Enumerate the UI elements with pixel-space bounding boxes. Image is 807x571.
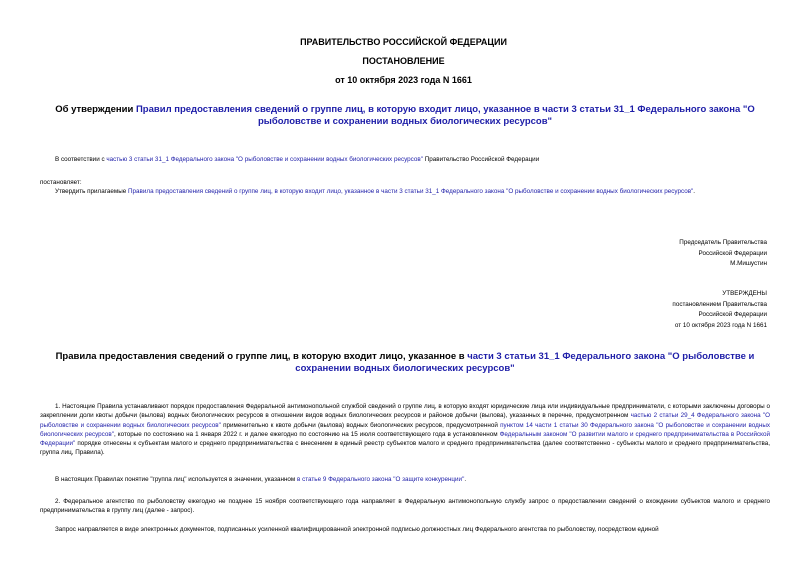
definition-text-end: . [464,476,467,483]
p1-text: применительно к квоте добычи (вылова) водных биологических ресурсов, предусмотренной [220,421,501,429]
rules-paragraph-3: Запрос направляется в виде электронных документов, подписанных усиленной квалифицированной электронной подписью должностных лиц Федерального агентства по рыболовству, посредством единой [55,526,659,533]
postanovlyaet-label: постановляет: [40,179,82,186]
date-number-heading: от 10 октября 2023 года N 1661 [335,75,472,85]
rules-title-prefix: Правила предоставления сведений о группе лиц, в которую входит лицо, указанное в [55,351,468,362]
definition-paragraph [40,475,770,484]
approval-line: от 10 октября 2023 года N 1661 [674,321,767,329]
p1-text: 1. Настоящие Правила устанавливают порядок предоставления Федеральной антимонопольной службой сведений о группе лиц, в которую входят юридические лица или индивидуальные предприниматели, с которыми заключены договоры о закреплении доли квоты добычи (вылова) водных биологических ресурсов в отношении видов водных биологических ресурсов и районов добычи (вылова), указанных в перечне, предусмотренном [40,403,770,420]
rules-paragraph-1 [40,402,770,458]
signature-line: Российской Федерации [698,249,767,257]
signature-line: Председатель Правительства [679,239,767,246]
government-heading: ПРАВИТЕЛЬСТВО РОССИЙСКОЙ ФЕДЕРАЦИИ [300,37,507,47]
rules-paragraph-2: 2. Федеральное агентство по рыболовству ежегодно не позднее 15 ноября соответствующего года направляет в Федеральную антимонопольную службу запрос о предоставлении сведений о вхождении субъектов малого и среднего предпринимательства в группу лиц (далее - запрос). [40,498,770,515]
approval-line: УТВЕРЖДЕНЫ [722,290,767,297]
approve-paragraph [40,187,770,196]
p1-link-sme-law[interactable]: Федеральным законом "О развитии малого и среднего предпринимательства в Российской Федерации" [40,430,770,448]
preamble-text: В соответствии с [55,156,107,163]
preamble-law-link[interactable]: частью 3 статьи 31_1 Федерального закона "О рыболовстве и сохранении водных биологических ресурсов" [106,156,423,163]
decree-title-prefix: Об утверждении [55,104,136,115]
approve-rules-link[interactable]: Правила предоставления сведений о группе лиц, в которую входит лицо, указанное в части 3 статьи 31_1 Федерального закона "О рыболовстве и сохранении водных биологических ресурсов" [128,188,694,195]
signature-block [467,238,767,270]
doc-type-heading: ПОСТАНОВЛЕНИЕ [362,56,445,66]
p1-text: , которые по состоянию на 1 января 2022 г. и далее ежегодно по состоянию на 15 июля соответствующего года в установленном [113,430,500,438]
approval-line: Российской Федерации [698,311,767,318]
approve-text-end: . [693,188,696,195]
definition-text: В настоящих Правилах понятие "группа лиц" используется в значении, указанном [55,476,297,483]
preamble-text-end: Правительство Российской Федерации [422,156,540,163]
p1-link-article-30[interactable]: пунктом 14 части 1 статьи 30 Федерального закона "О рыболовстве и сохранении водных биологических ресурсов" [40,421,770,438]
rules-title-link[interactable]: части 3 статьи 31_1 Федерального закона "О рыболовстве и сохранении водных биологических ресурсов" [295,351,755,374]
approval-line: постановлением Правительства [672,300,767,308]
rules-title [40,351,770,375]
p1-link-article-29-4[interactable]: частью 2 статьи 29_4 Федерального закона "О рыболовстве и сохранении водных биологических ресурсов" [40,412,770,429]
preamble-paragraph [40,155,770,164]
approval-stamp-block [467,289,767,331]
approve-text: Утвердить прилагаемые [55,188,128,195]
signature-name: М.Мишустин [730,260,767,267]
competition-law-link[interactable]: в статье 9 Федерального закона "О защите конкуренции" [297,476,465,483]
decree-title [40,104,770,128]
decree-title-link[interactable]: Правил предоставления сведений о группе лиц, в которую входит лицо, указанное в части 3 статьи 31_1 Федерального закона "О рыболовстве и сохранении водных биологических ресурсов" [135,104,755,127]
p1-text: порядке отнесены к субъектам малого и среднего предпринимательства с внесением в единый реестр субъектов малого и среднего предпринимательства (далее соответственно - субъекты малого и среднего предпринимательства, группа лиц, Правила). [40,440,770,457]
